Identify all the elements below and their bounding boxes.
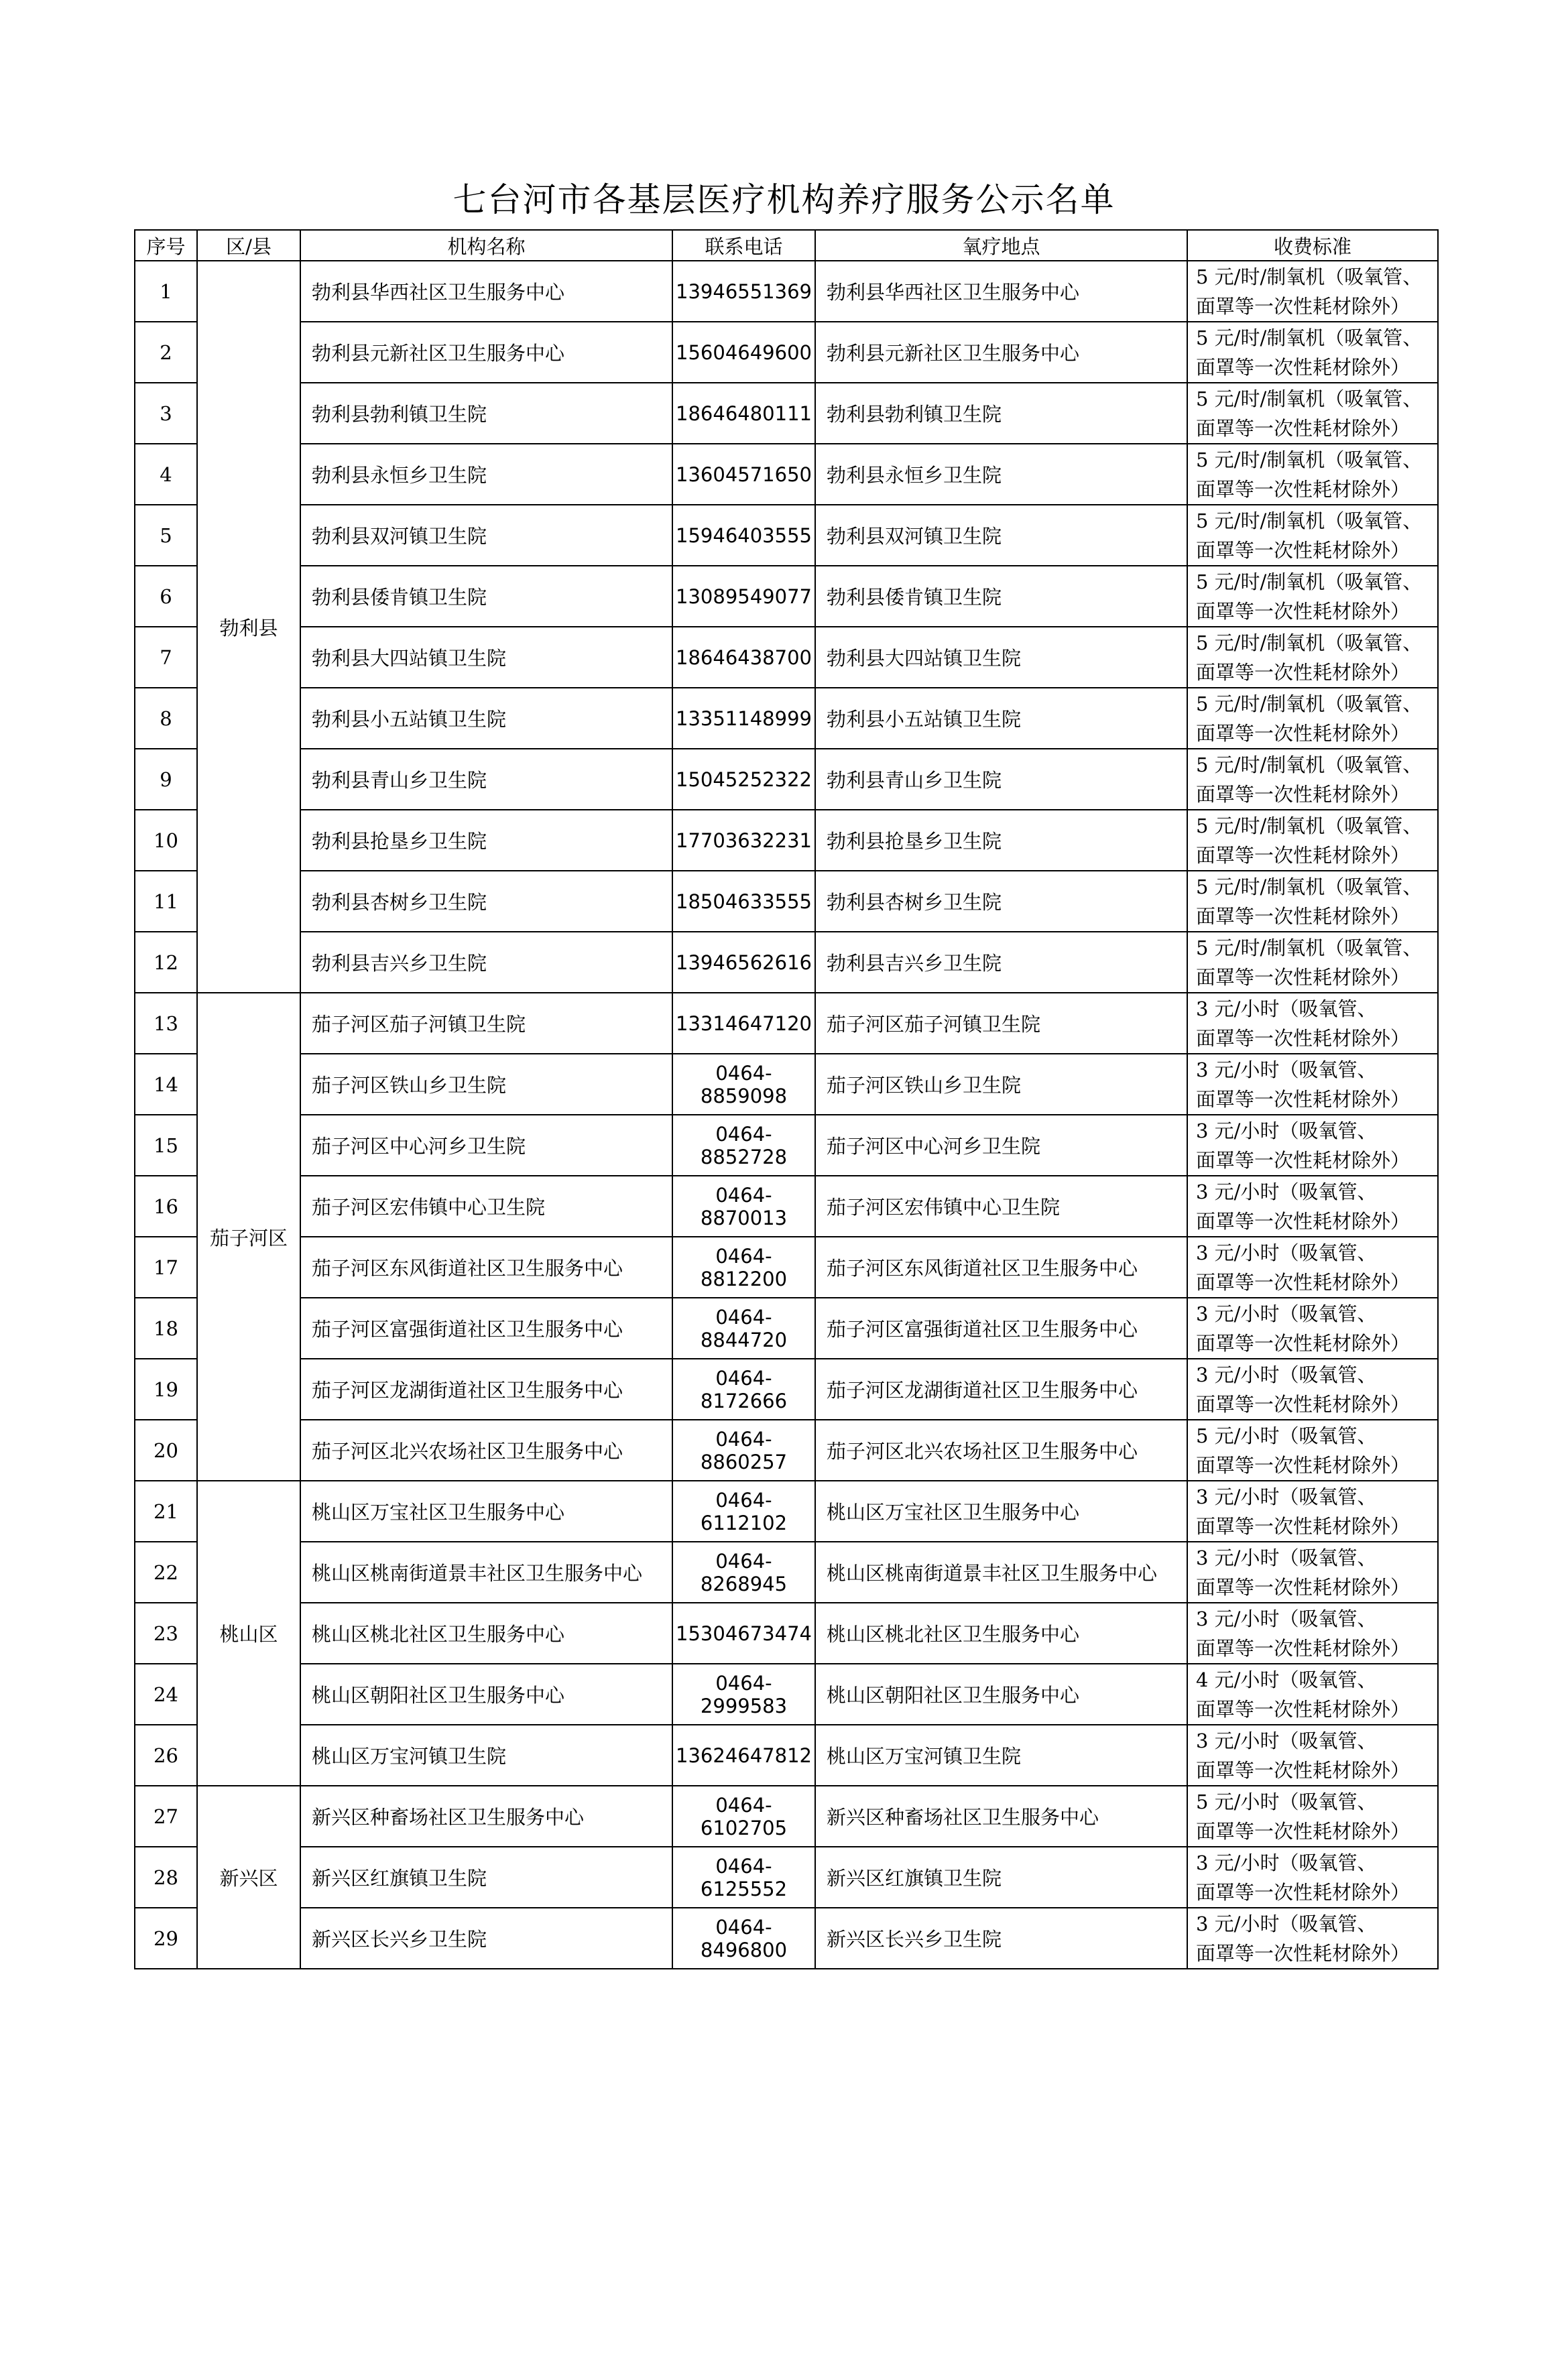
table-row xyxy=(135,566,1438,627)
cell-fee-standard: 5 元/时/制氧机（吸氧管、 面罩等一次性耗材除外） xyxy=(1187,566,1438,627)
cell-phone: 0464-2999583 xyxy=(672,1664,815,1725)
cell-phone: 18646438700 xyxy=(672,627,815,688)
cell-fee-standard: 5 元/小时（吸氧管、 面罩等一次性耗材除外） xyxy=(1187,1786,1438,1847)
cell-serial-number: 27 xyxy=(135,1786,197,1847)
cell-phone: 0464-6112102 xyxy=(672,1481,815,1542)
table-row xyxy=(135,1603,1438,1664)
cell-oxygen-site: 勃利县小五站镇卫生院 xyxy=(815,688,1187,749)
cell-serial-number: 5 xyxy=(135,505,197,566)
table-row xyxy=(135,1359,1438,1420)
cell-fee-standard: 5 元/时/制氧机（吸氧管、 面罩等一次性耗材除外） xyxy=(1187,505,1438,566)
cell-fee-standard: 3 元/小时（吸氧管、 面罩等一次性耗材除外） xyxy=(1187,1908,1438,1969)
cell-phone: 15304673474 xyxy=(672,1603,815,1664)
cell-oxygen-site: 茄子河区龙湖街道社区卫生服务中心 xyxy=(815,1359,1187,1420)
cell-oxygen-site: 桃山区万宝河镇卫生院 xyxy=(815,1725,1187,1786)
cell-fee-standard: 3 元/小时（吸氧管、 面罩等一次性耗材除外） xyxy=(1187,1054,1438,1115)
table-row xyxy=(135,688,1438,749)
cell-fee-standard: 3 元/小时（吸氧管、 面罩等一次性耗材除外） xyxy=(1187,1603,1438,1664)
cell-phone: 13946551369 xyxy=(672,261,815,322)
cell-serial-number: 3 xyxy=(135,383,197,444)
table-row xyxy=(135,322,1438,383)
cell-phone: 0464-8172666 xyxy=(672,1359,815,1420)
cell-phone: 13624647812 xyxy=(672,1725,815,1786)
cell-oxygen-site: 勃利县抢垦乡卫生院 xyxy=(815,810,1187,871)
institution-table xyxy=(134,229,1439,1969)
cell-fee-standard: 5 元/时/制氧机（吸氧管、 面罩等一次性耗材除外） xyxy=(1187,322,1438,383)
cell-serial-number: 29 xyxy=(135,1908,197,1969)
table-row xyxy=(135,1786,1438,1847)
header-fee: 收费标准 xyxy=(1187,230,1438,261)
cell-oxygen-site: 新兴区长兴乡卫生院 xyxy=(815,1908,1187,1969)
header-no: 序号 xyxy=(135,230,197,261)
cell-serial-number: 26 xyxy=(135,1725,197,1786)
table-body xyxy=(135,261,1438,1969)
table-row xyxy=(135,383,1438,444)
cell-institution-name: 桃山区桃北社区卫生服务中心 xyxy=(300,1603,672,1664)
cell-oxygen-site: 勃利县吉兴乡卫生院 xyxy=(815,932,1187,993)
cell-fee-standard: 3 元/小时（吸氧管、 面罩等一次性耗材除外） xyxy=(1187,1725,1438,1786)
cell-oxygen-site: 茄子河区中心河乡卫生院 xyxy=(815,1115,1187,1176)
cell-phone: 0464-8859098 xyxy=(672,1054,815,1115)
cell-serial-number: 1 xyxy=(135,261,197,322)
cell-oxygen-site: 茄子河区富强街道社区卫生服务中心 xyxy=(815,1298,1187,1359)
cell-fee-standard: 3 元/小时（吸氧管、 面罩等一次性耗材除外） xyxy=(1187,1298,1438,1359)
cell-institution-name: 桃山区桃南街道景丰社区卫生服务中心 xyxy=(300,1542,672,1603)
cell-phone: 0464-8812200 xyxy=(672,1237,815,1298)
cell-institution-name: 勃利县双河镇卫生院 xyxy=(300,505,672,566)
cell-oxygen-site: 茄子河区茄子河镇卫生院 xyxy=(815,993,1187,1054)
cell-fee-standard: 3 元/小时（吸氧管、 面罩等一次性耗材除外） xyxy=(1187,993,1438,1054)
cell-institution-name: 勃利县小五站镇卫生院 xyxy=(300,688,672,749)
cell-institution-name: 新兴区红旗镇卫生院 xyxy=(300,1847,672,1908)
cell-fee-standard: 5 元/时/制氧机（吸氧管、 面罩等一次性耗材除外） xyxy=(1187,627,1438,688)
cell-oxygen-site: 勃利县华西社区卫生服务中心 xyxy=(815,261,1187,322)
cell-oxygen-site: 勃利县大四站镇卫生院 xyxy=(815,627,1187,688)
cell-fee-standard: 3 元/小时（吸氧管、 面罩等一次性耗材除外） xyxy=(1187,1237,1438,1298)
cell-serial-number: 4 xyxy=(135,444,197,505)
header-phone: 联系电话 xyxy=(672,230,815,261)
table-row xyxy=(135,261,1438,322)
table-row xyxy=(135,810,1438,871)
cell-oxygen-site: 桃山区朝阳社区卫生服务中心 xyxy=(815,1664,1187,1725)
cell-serial-number: 15 xyxy=(135,1115,197,1176)
cell-serial-number: 16 xyxy=(135,1176,197,1237)
cell-oxygen-site: 勃利县倭肯镇卫生院 xyxy=(815,566,1187,627)
cell-institution-name: 桃山区万宝河镇卫生院 xyxy=(300,1725,672,1786)
cell-fee-standard: 3 元/小时（吸氧管、 面罩等一次性耗材除外） xyxy=(1187,1847,1438,1908)
cell-serial-number: 17 xyxy=(135,1237,197,1298)
cell-serial-number: 24 xyxy=(135,1664,197,1725)
cell-oxygen-site: 茄子河区东风街道社区卫生服务中心 xyxy=(815,1237,1187,1298)
cell-institution-name: 茄子河区东风街道社区卫生服务中心 xyxy=(300,1237,672,1298)
cell-district: 桃山区 xyxy=(197,1481,300,1786)
table-row xyxy=(135,1542,1438,1603)
cell-serial-number: 20 xyxy=(135,1420,197,1481)
cell-oxygen-site: 勃利县勃利镇卫生院 xyxy=(815,383,1187,444)
cell-phone: 0464-8870013 xyxy=(672,1176,815,1237)
cell-phone: 15045252322 xyxy=(672,749,815,810)
cell-phone: 0464-8268945 xyxy=(672,1542,815,1603)
cell-institution-name: 茄子河区北兴农场社区卫生服务中心 xyxy=(300,1420,672,1481)
cell-phone: 0464-8844720 xyxy=(672,1298,815,1359)
cell-phone: 0464-8852728 xyxy=(672,1115,815,1176)
cell-institution-name: 新兴区长兴乡卫生院 xyxy=(300,1908,672,1969)
cell-phone: 13314647120 xyxy=(672,993,815,1054)
cell-fee-standard: 3 元/小时（吸氧管、 面罩等一次性耗材除外） xyxy=(1187,1481,1438,1542)
cell-institution-name: 勃利县抢垦乡卫生院 xyxy=(300,810,672,871)
cell-serial-number: 8 xyxy=(135,688,197,749)
cell-oxygen-site: 勃利县杏树乡卫生院 xyxy=(815,871,1187,932)
cell-phone: 0464-8860257 xyxy=(672,1420,815,1481)
cell-serial-number: 6 xyxy=(135,566,197,627)
cell-serial-number: 7 xyxy=(135,627,197,688)
cell-fee-standard: 5 元/时/制氧机（吸氧管、 面罩等一次性耗材除外） xyxy=(1187,383,1438,444)
page-title: 七台河市各基层医疗机构养疗服务公示名单 xyxy=(453,180,1115,219)
cell-serial-number: 11 xyxy=(135,871,197,932)
cell-institution-name: 茄子河区中心河乡卫生院 xyxy=(300,1115,672,1176)
table-row xyxy=(135,1847,1438,1908)
cell-serial-number: 19 xyxy=(135,1359,197,1420)
cell-phone: 13604571650 xyxy=(672,444,815,505)
table-row xyxy=(135,1115,1438,1176)
cell-serial-number: 18 xyxy=(135,1298,197,1359)
cell-institution-name: 勃利县华西社区卫生服务中心 xyxy=(300,261,672,322)
cell-institution-name: 茄子河区铁山乡卫生院 xyxy=(300,1054,672,1115)
cell-phone: 15946403555 xyxy=(672,505,815,566)
cell-phone: 0464-6102705 xyxy=(672,1786,815,1847)
cell-institution-name: 勃利县元新社区卫生服务中心 xyxy=(300,322,672,383)
cell-fee-standard: 5 元/时/制氧机（吸氧管、 面罩等一次性耗材除外） xyxy=(1187,261,1438,322)
cell-serial-number: 14 xyxy=(135,1054,197,1115)
cell-phone: 0464-6125552 xyxy=(672,1847,815,1908)
table-row xyxy=(135,627,1438,688)
cell-oxygen-site: 桃山区万宝社区卫生服务中心 xyxy=(815,1481,1187,1542)
cell-oxygen-site: 勃利县青山乡卫生院 xyxy=(815,749,1187,810)
table-row xyxy=(135,1908,1438,1969)
cell-district: 茄子河区 xyxy=(197,993,300,1481)
cell-serial-number: 28 xyxy=(135,1847,197,1908)
cell-phone: 13089549077 xyxy=(672,566,815,627)
cell-serial-number: 9 xyxy=(135,749,197,810)
cell-institution-name: 桃山区朝阳社区卫生服务中心 xyxy=(300,1664,672,1725)
table-header-row xyxy=(135,230,1438,261)
cell-fee-standard: 5 元/时/制氧机（吸氧管、 面罩等一次性耗材除外） xyxy=(1187,871,1438,932)
table-row xyxy=(135,1054,1438,1115)
header-district: 区/县 xyxy=(197,230,300,261)
table-row xyxy=(135,1725,1438,1786)
cell-fee-standard: 5 元/时/制氧机（吸氧管、 面罩等一次性耗材除外） xyxy=(1187,444,1438,505)
cell-serial-number: 23 xyxy=(135,1603,197,1664)
cell-institution-name: 勃利县永恒乡卫生院 xyxy=(300,444,672,505)
cell-oxygen-site: 新兴区红旗镇卫生院 xyxy=(815,1847,1187,1908)
cell-phone: 13351148999 xyxy=(672,688,815,749)
cell-institution-name: 茄子河区龙湖街道社区卫生服务中心 xyxy=(300,1359,672,1420)
table-row xyxy=(135,1420,1438,1481)
cell-phone: 0464-8496800 xyxy=(672,1908,815,1969)
cell-oxygen-site: 茄子河区铁山乡卫生院 xyxy=(815,1054,1187,1115)
cell-fee-standard: 5 元/时/制氧机（吸氧管、 面罩等一次性耗材除外） xyxy=(1187,749,1438,810)
cell-phone: 18504633555 xyxy=(672,871,815,932)
table-row xyxy=(135,505,1438,566)
cell-phone: 17703632231 xyxy=(672,810,815,871)
cell-institution-name: 勃利县青山乡卫生院 xyxy=(300,749,672,810)
cell-institution-name: 茄子河区富强街道社区卫生服务中心 xyxy=(300,1298,672,1359)
cell-fee-standard: 5 元/时/制氧机（吸氧管、 面罩等一次性耗材除外） xyxy=(1187,810,1438,871)
cell-fee-standard: 3 元/小时（吸氧管、 面罩等一次性耗材除外） xyxy=(1187,1359,1438,1420)
cell-serial-number: 12 xyxy=(135,932,197,993)
table-row xyxy=(135,1664,1438,1725)
cell-fee-standard: 5 元/小时（吸氧管、 面罩等一次性耗材除外） xyxy=(1187,1420,1438,1481)
cell-phone: 13946562616 xyxy=(672,932,815,993)
cell-district: 新兴区 xyxy=(197,1786,300,1969)
cell-fee-standard: 3 元/小时（吸氧管、 面罩等一次性耗材除外） xyxy=(1187,1176,1438,1237)
table-row xyxy=(135,993,1438,1054)
table-row xyxy=(135,444,1438,505)
table-row xyxy=(135,1237,1438,1298)
cell-fee-standard: 3 元/小时（吸氧管、 面罩等一次性耗材除外） xyxy=(1187,1115,1438,1176)
cell-district: 勃利县 xyxy=(197,261,300,993)
cell-fee-standard: 5 元/时/制氧机（吸氧管、 面罩等一次性耗材除外） xyxy=(1187,932,1438,993)
cell-oxygen-site: 勃利县双河镇卫生院 xyxy=(815,505,1187,566)
cell-institution-name: 勃利县勃利镇卫生院 xyxy=(300,383,672,444)
cell-serial-number: 10 xyxy=(135,810,197,871)
cell-fee-standard: 5 元/时/制氧机（吸氧管、 面罩等一次性耗材除外） xyxy=(1187,688,1438,749)
cell-oxygen-site: 勃利县元新社区卫生服务中心 xyxy=(815,322,1187,383)
cell-phone: 18646480111 xyxy=(672,383,815,444)
cell-oxygen-site: 茄子河区宏伟镇中心卫生院 xyxy=(815,1176,1187,1237)
cell-oxygen-site: 勃利县永恒乡卫生院 xyxy=(815,444,1187,505)
cell-phone: 15604649600 xyxy=(672,322,815,383)
cell-oxygen-site: 茄子河区北兴农场社区卫生服务中心 xyxy=(815,1420,1187,1481)
cell-institution-name: 勃利县吉兴乡卫生院 xyxy=(300,932,672,993)
header-site: 氧疗地点 xyxy=(815,230,1187,261)
cell-fee-standard: 4 元/小时（吸氧管、 面罩等一次性耗材除外） xyxy=(1187,1664,1438,1725)
cell-institution-name: 勃利县大四站镇卫生院 xyxy=(300,627,672,688)
header-name: 机构名称 xyxy=(300,230,672,261)
cell-institution-name: 茄子河区宏伟镇中心卫生院 xyxy=(300,1176,672,1237)
cell-oxygen-site: 桃山区桃南街道景丰社区卫生服务中心 xyxy=(815,1542,1187,1603)
cell-oxygen-site: 桃山区桃北社区卫生服务中心 xyxy=(815,1603,1187,1664)
table-row xyxy=(135,1481,1438,1542)
cell-oxygen-site: 新兴区种畜场社区卫生服务中心 xyxy=(815,1786,1187,1847)
cell-institution-name: 勃利县杏树乡卫生院 xyxy=(300,871,672,932)
cell-serial-number: 22 xyxy=(135,1542,197,1603)
cell-serial-number: 21 xyxy=(135,1481,197,1542)
table-row xyxy=(135,1298,1438,1359)
table-row xyxy=(135,1176,1438,1237)
table-row xyxy=(135,749,1438,810)
cell-institution-name: 茄子河区茄子河镇卫生院 xyxy=(300,993,672,1054)
cell-institution-name: 新兴区种畜场社区卫生服务中心 xyxy=(300,1786,672,1847)
cell-serial-number: 2 xyxy=(135,322,197,383)
table-row xyxy=(135,932,1438,993)
table-row xyxy=(135,871,1438,932)
cell-fee-standard: 3 元/小时（吸氧管、 面罩等一次性耗材除外） xyxy=(1187,1542,1438,1603)
cell-institution-name: 桃山区万宝社区卫生服务中心 xyxy=(300,1481,672,1542)
cell-serial-number: 13 xyxy=(135,993,197,1054)
cell-institution-name: 勃利县倭肯镇卫生院 xyxy=(300,566,672,627)
